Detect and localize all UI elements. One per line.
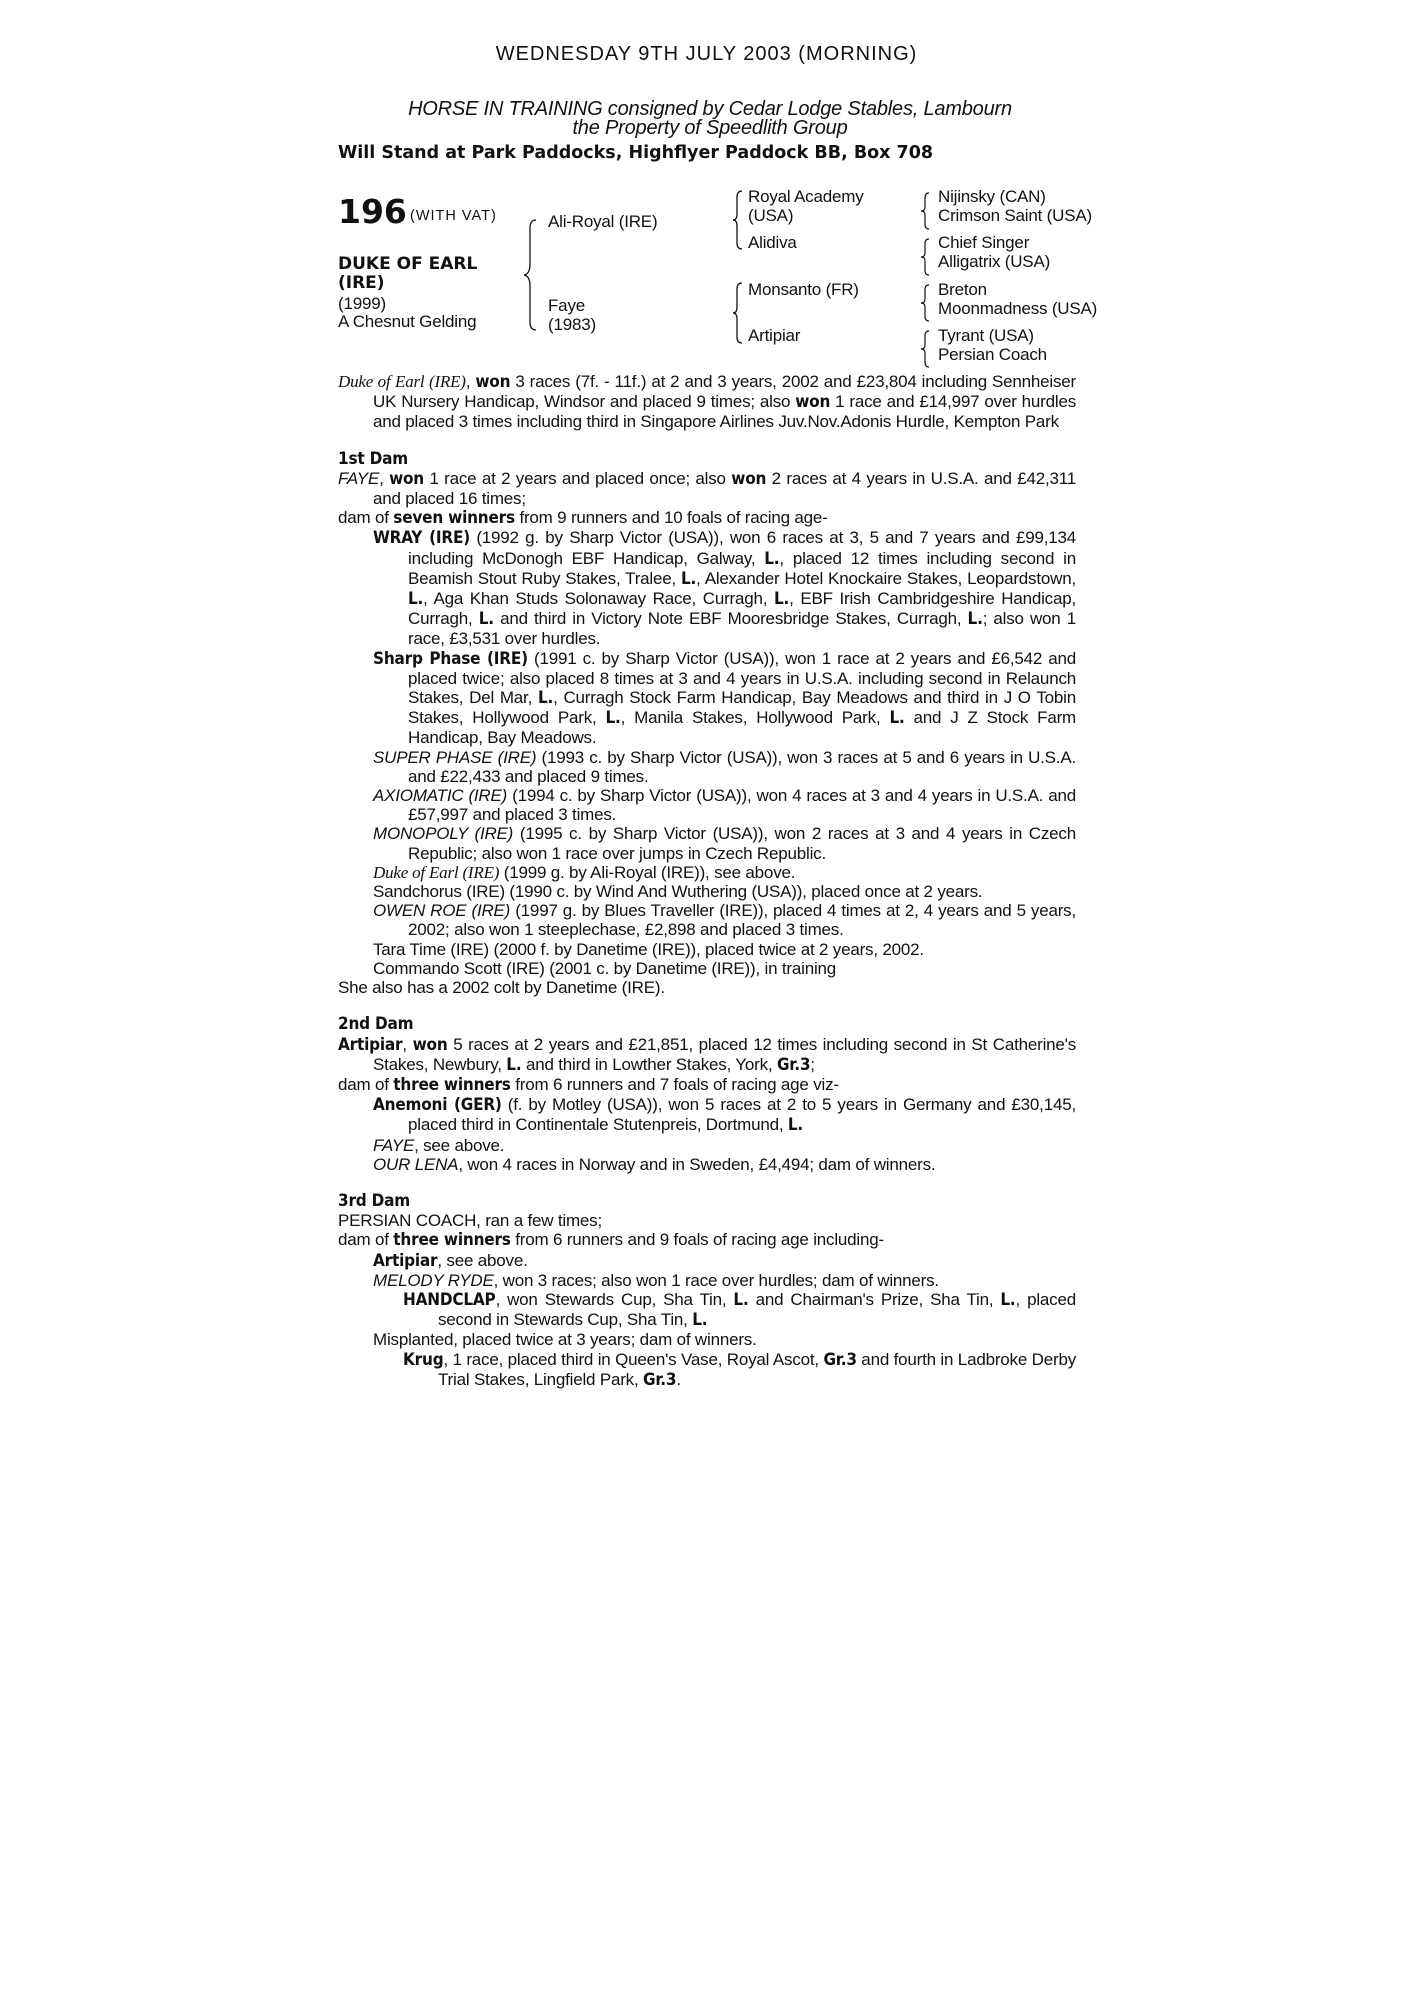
horse-name-line: DUKE OF EARL: [338, 254, 478, 274]
foaling-year: (1999): [338, 294, 386, 313]
group-mark: Gr.3: [823, 1349, 857, 1370]
produce-entry: [338, 1290, 1076, 1330]
pedigree-dam-dam: Artipiar: [748, 326, 801, 345]
text: , 1 race, placed third in Queen's Vase, Royal Ascot,: [443, 1349, 824, 1369]
produce-entry: [338, 528, 1076, 648]
winners-count: three winners: [393, 1074, 511, 1095]
text: , EBF Irish Cambridgeshire Handicap, Curragh,: [408, 589, 1076, 629]
dam-record: [338, 469, 1076, 508]
winners-count: seven winners: [393, 508, 515, 529]
text: , see above.: [414, 1135, 505, 1155]
text: (1994 c. by Sharp Victor (USA)), won 4 races at 3 and 4 years in U.S.A. and £57,997 and placed 3 times.: [408, 786, 1076, 825]
produce-entry: [338, 786, 1076, 824]
text: and J Z Stock Farm Handicap, Bay Meadows.: [408, 708, 1077, 748]
produce-entry: [338, 1251, 1076, 1271]
pedigree-sire: Ali-Royal (IRE): [548, 212, 658, 231]
won-label: won: [412, 1034, 448, 1055]
text: , placed 12 times including second in Beamish Stout Ruby Stakes, Tralee,: [408, 548, 1076, 588]
produce-entry: [338, 1350, 1076, 1390]
listed-mark: L.: [889, 708, 905, 729]
text: , Curragh Stock Farm Handicap, Bay Meadows and third in J O Tobin Stakes, Hollywood Park,: [408, 688, 1076, 728]
text: (1991 c. by Sharp Victor (USA)), won 1 race at 2 years and £6,542 and placed twice; also placed 8 times at 3 and 4 years in U.S.A. including second in Relaunch Stakes, Del Mar,: [408, 648, 1076, 708]
listed-mark: L.: [967, 609, 983, 630]
produce-entry: Commando Scott (IRE) (2001 c. by Danetime (IRE)), in training: [373, 958, 837, 978]
pedigree-bracket-dam: [732, 282, 746, 344]
text: dam of: [338, 508, 394, 528]
text: (1995 c. by Sharp Victor (USA)), won 2 races at 3 and 4 years in Czech Republic; also won 1 race over jumps in Czech Republic.: [408, 824, 1076, 863]
produce-name: OUR LENA: [373, 1154, 459, 1174]
listed-mark: L.: [478, 609, 494, 630]
horse-name: [338, 255, 508, 293]
produce-entry: [338, 901, 1076, 939]
produce-entry: [338, 649, 1076, 748]
lot-number: 196: [338, 192, 407, 231]
won-label: won: [795, 392, 831, 413]
pedigree-dam: [548, 296, 596, 334]
produce-name: FAYE: [373, 1135, 415, 1155]
stand-location: Will Stand at Park Paddocks, Highflyer Paddock BB, Box 708: [338, 143, 934, 163]
text: (1999 g. by Ali-Royal (IRE)), see above.: [499, 862, 796, 882]
pedigree-sdd: Alligatrix (USA): [938, 252, 1051, 271]
listed-mark: L.: [681, 568, 697, 589]
consignment-line: HORSE IN TRAINING consigned by Cedar Lodge Stables, Lambourn: [408, 98, 1012, 120]
winners-count: three winners: [393, 1230, 511, 1251]
listed-mark: L.: [537, 688, 554, 709]
section-heading: 3rd Dam: [338, 1190, 411, 1211]
pedigree-bracket-ss: [920, 192, 932, 230]
dam-record: PERSIAN COACH, ran a few times;: [338, 1211, 602, 1231]
listed-mark: L.: [733, 1289, 749, 1310]
pedigree-dds: Tyrant (USA): [938, 326, 1034, 345]
section-heading: 2nd Dam: [338, 1014, 414, 1035]
text: ,: [465, 372, 476, 391]
produce-name: AXIOMATIC (IRE): [373, 786, 508, 806]
pedigree-bracket-ds: [920, 284, 932, 322]
text: , Alexander Hotel Knockaire Stakes, Leopardstown,: [696, 568, 1076, 588]
text: (1992 g. by Sharp Victor (USA)), won 6 races at 3, 5 and 7 years and £99,134 including McDonogh EBF Handicap, Galway,: [408, 528, 1076, 568]
text: and third in Victory Note EBF Mooresbridge Stakes, Curragh,: [493, 609, 968, 629]
pedigree-ddd: Persian Coach: [938, 345, 1047, 364]
dam-record: [338, 1035, 1076, 1075]
text: ,: [379, 468, 390, 488]
text: and fourth in Ladbroke Derby Trial Stakes, Lingfield Park,: [438, 1349, 1076, 1389]
pedigree-dss: Breton: [938, 280, 987, 299]
produce-entry: Misplanted, placed twice at 3 years; dam of winners.: [373, 1330, 757, 1350]
produce-name: OWEN ROE (IRE): [373, 901, 511, 921]
listed-mark: L.: [605, 708, 621, 729]
text: dam of: [338, 1074, 394, 1094]
produce-summary: [338, 1230, 1076, 1250]
text: 1 race and £14,997 over hurdles and placed 3 times including third in Singapore Airlines Juv.Nov.Adonis Hurdle, Kempton Park: [373, 392, 1077, 432]
text: , won 4 races in Norway and in Sweden, £4,494; dam of winners.: [458, 1154, 936, 1174]
produce-entry: [338, 1155, 1076, 1174]
pedigree-bracket-dd: [920, 330, 932, 368]
sale-date: WEDNESDAY 9TH JULY 2003 (MORNING): [495, 43, 918, 65]
pedigree-sds: Chief Singer: [938, 233, 1030, 252]
listed-mark: L.: [692, 1310, 708, 1331]
text: .: [676, 1369, 681, 1389]
group-mark: Gr.3: [643, 1369, 677, 1390]
dam-name: Artipiar: [338, 1034, 403, 1055]
listed-mark: L.: [1000, 1289, 1016, 1310]
pedigree-bracket-sd: [920, 238, 932, 276]
produce-name: SUPER PHASE (IRE): [373, 747, 537, 767]
horse-name-suffix: (IRE): [338, 273, 385, 293]
produce-name: MONOPOLY (IRE): [373, 824, 514, 844]
text: from 6 runners and 9 foals of racing age including-: [510, 1230, 884, 1250]
text: ,: [402, 1034, 413, 1054]
produce-summary: [338, 508, 1076, 528]
dam-name: FAYE: [338, 468, 380, 488]
text: ;: [810, 1054, 815, 1074]
listed-mark: L.: [787, 1115, 804, 1136]
text: , Manila Stakes, Hollywood Park,: [620, 708, 890, 728]
produce-name: Duke of Earl (IRE): [373, 862, 500, 882]
race-record: [338, 372, 1076, 432]
vat-label: (WITH VAT): [410, 208, 497, 224]
text: , Aga Khan Studs Solonaway Race, Curragh,: [423, 589, 774, 609]
produce-name: WRAY (IRE): [373, 528, 470, 549]
pedigree-dam-name: Faye: [548, 296, 585, 315]
produce-entry: [338, 748, 1076, 786]
text: , won 3 races; also won 1 race over hurdles; dam of winners.: [493, 1270, 939, 1290]
produce-name: Sharp Phase (IRE): [373, 648, 528, 669]
produce-entry: Sandchorus (IRE) (1990 c. by Wind And Wuthering (USA)), placed once at 2 years.: [373, 882, 983, 902]
produce-name: Artipiar: [373, 1250, 438, 1271]
listed-mark: L.: [773, 589, 790, 610]
won-label: won: [731, 468, 767, 489]
listed-mark: L.: [506, 1054, 522, 1075]
produce-entry: [338, 1271, 1076, 1290]
pedigree-dsd: Moonmadness (USA): [938, 299, 1098, 318]
produce-entry: Tara Time (IRE) (2000 f. by Danetime (IRE)), placed twice at 2 years, 2002.: [373, 939, 924, 959]
text: 2 races at 4 years in U.S.A. and £42,311 and placed 16 times;: [373, 468, 1076, 509]
text: , placed second in Stewards Cup, Sha Tin,: [438, 1289, 1076, 1330]
text: and third in Lowther Stakes, York,: [521, 1054, 777, 1074]
listed-mark: L.: [764, 548, 780, 569]
text: from 6 runners and 7 foals of racing age viz-: [510, 1074, 839, 1094]
won-label: won: [475, 372, 511, 392]
produce-note: She also has a 2002 colt by Danetime (IRE).: [338, 978, 665, 998]
text: ; also won 1 race, £3,531 over hurdles.: [408, 609, 1076, 649]
text: (f. by Motley (USA)), won 5 races at 2 to 5 years in Germany and £30,145, placed third in Continentale Stutenpreis, Dortmund,: [408, 1095, 1076, 1135]
pedigree-sire-sire-country: (USA): [748, 206, 794, 225]
pedigree-dam-year: (1983): [548, 315, 596, 334]
pedigree-sire-dam: Alidiva: [748, 233, 797, 252]
won-label: won: [389, 468, 424, 489]
horse-description: A Chesnut Gelding: [338, 312, 477, 331]
text: and Chairman's Prize, Sha Tin,: [748, 1289, 1001, 1309]
text: , won Stewards Cup, Sha Tin,: [495, 1289, 734, 1309]
text: (1997 g. by Blues Traveller (IRE)), placed 4 times at 2, 4 years and 5 years, 2002; also won 1 steeplechase, £2,898 and placed 3 times.: [408, 901, 1076, 940]
section-heading: 1st Dam: [338, 448, 408, 469]
text: , see above.: [437, 1250, 528, 1270]
text: dam of: [338, 1230, 394, 1250]
produce-name: HANDCLAP: [403, 1289, 496, 1310]
text: (1993 c. by Sharp Victor (USA)), won 3 races at 5 and 6 years in U.S.A. and £22,433 and placed 9 times.: [408, 747, 1076, 786]
produce-name: MELODY RYDE: [373, 1270, 494, 1290]
produce-summary: [338, 1075, 1076, 1095]
pedigree-sire-sire: [748, 187, 864, 225]
horse-name-ref: Duke of Earl (IRE): [338, 372, 466, 391]
property-line: the Property of Speedlith Group: [572, 117, 848, 139]
produce-entry: [338, 863, 1076, 882]
text: 3 races (7f. - 11f.) at 2 and 3 years, 2002 and £23,804 including Sennheiser UK Nursery Handicap, Windsor and placed 9 times; also: [373, 372, 1077, 412]
produce-name: Anemoni (GER): [373, 1095, 502, 1116]
produce-entry: [338, 1136, 1076, 1155]
listed-mark: L.: [408, 589, 424, 610]
produce-name: Krug: [403, 1349, 444, 1370]
text: 1 race at 2 years and placed once; also: [424, 468, 732, 488]
text: from 9 runners and 10 foals of racing age-: [514, 508, 828, 528]
pedigree-sss: Nijinsky (CAN): [938, 187, 1046, 206]
consignment-heading: [340, 100, 1080, 138]
group-mark: Gr.3: [776, 1054, 811, 1075]
catalogue-body: [338, 372, 1076, 1390]
text: 5 races at 2 years and £21,851, placed 12 times including second in St Catherine's Stakes, Newbury,: [373, 1034, 1077, 1074]
pedigree-bracket-main: [522, 218, 542, 332]
pedigree-dam-sire: Monsanto (FR): [748, 280, 859, 299]
pedigree-bracket-sire: [732, 190, 746, 250]
produce-entry: [338, 824, 1076, 862]
produce-entry: [338, 1095, 1076, 1135]
pedigree-sire-sire-name: Royal Academy: [748, 187, 864, 206]
pedigree-ssd: Crimson Saint (USA): [938, 206, 1092, 225]
